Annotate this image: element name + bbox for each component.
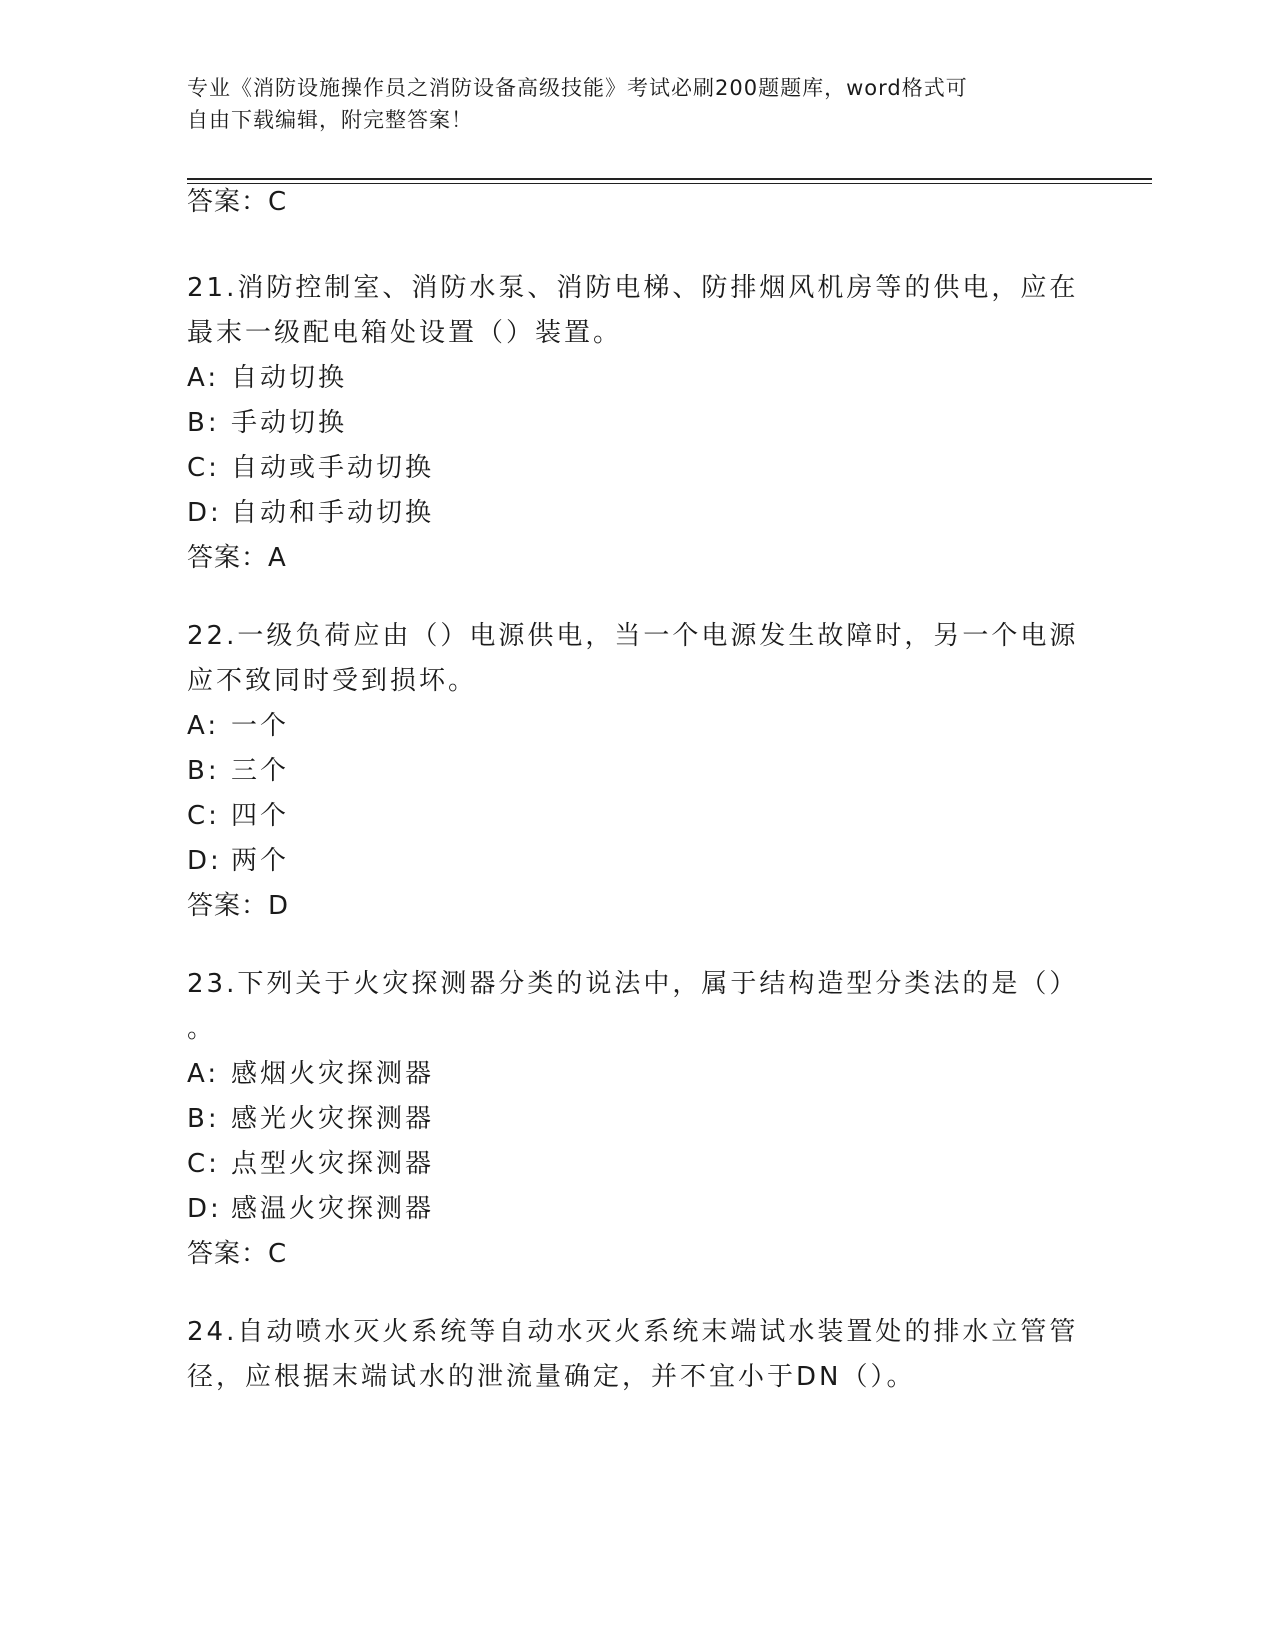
document-header xyxy=(187,72,1087,136)
answer: 答案：C xyxy=(187,1239,288,1269)
option-key: B: xyxy=(187,756,220,786)
question-24 xyxy=(187,1310,1087,1400)
option-text: 手动切换 xyxy=(231,408,348,438)
option-c xyxy=(187,1142,1087,1187)
option-text: 感光火灾探测器 xyxy=(231,1104,435,1134)
option-c xyxy=(187,794,1087,839)
option-text: 一个 xyxy=(231,711,290,741)
option-key: A: xyxy=(187,711,220,741)
option-b xyxy=(187,1097,1087,1142)
question-21 xyxy=(187,266,1087,580)
option-text: 点型火灾探测器 xyxy=(231,1149,435,1179)
option-key: C: xyxy=(187,1149,220,1179)
question-text-line-1: 22.一级负荷应由（）电源供电，当一个电源发生故障时，另一个电源 xyxy=(187,621,1079,651)
answer: 答案：A xyxy=(187,543,287,573)
option-d xyxy=(187,491,1087,536)
question-text-line-2: 最末一级配电箱处设置（）装置。 xyxy=(187,318,623,348)
option-text: 两个 xyxy=(231,846,290,876)
option-key: B: xyxy=(187,408,220,438)
option-text: 自动或手动切换 xyxy=(231,453,435,483)
option-c xyxy=(187,446,1087,491)
question-23 xyxy=(187,962,1087,1276)
question-text-line-1: 21.消防控制室、消防水泵、消防电梯、防排烟风机房等的供电，应在 xyxy=(187,273,1079,303)
question-text-line-1: 23.下列关于火灾探测器分类的说法中，属于结构造型分类法的是（） xyxy=(187,969,1079,999)
question-text-line-2: 应不致同时受到损坏。 xyxy=(187,666,478,696)
option-a xyxy=(187,1052,1087,1097)
question-22 xyxy=(187,614,1087,928)
option-text: 感烟火灾探测器 xyxy=(231,1059,435,1089)
previous-answer: 答案：C xyxy=(187,187,288,217)
header-line-1: 专业《消防设施操作员之消防设备高级技能》考试必刷200题题库，word格式可 xyxy=(187,76,968,100)
option-text: 四个 xyxy=(231,801,290,831)
question-text-line-1: 24.自动喷水灭火系统等自动水灭火系统末端试水装置处的排水立管管 xyxy=(187,1317,1079,1347)
option-a xyxy=(187,356,1087,401)
option-text: 自动和手动切换 xyxy=(231,498,435,528)
answer: 答案：D xyxy=(187,891,290,921)
option-b xyxy=(187,749,1087,794)
question-text-line-2: 。 xyxy=(187,1014,217,1044)
option-key: A: xyxy=(187,363,220,393)
option-key: D: xyxy=(187,498,222,528)
header-line-2: 自由下载编辑，附完整答案！ xyxy=(187,108,473,132)
option-d xyxy=(187,1187,1087,1232)
question-text-line-2: 径，应根据末端试水的泄流量确定，并不宜小于DN（）。 xyxy=(187,1362,916,1392)
option-a xyxy=(187,704,1087,749)
option-key: D: xyxy=(187,1194,222,1224)
option-key: C: xyxy=(187,801,220,831)
option-key: D: xyxy=(187,846,222,876)
option-text: 感温火灾探测器 xyxy=(231,1194,435,1224)
option-key: B: xyxy=(187,1104,220,1134)
option-b xyxy=(187,401,1087,446)
option-d xyxy=(187,839,1087,884)
option-key: A: xyxy=(187,1059,220,1089)
option-text: 三个 xyxy=(231,756,290,786)
option-text: 自动切换 xyxy=(231,363,348,393)
option-key: C: xyxy=(187,453,220,483)
